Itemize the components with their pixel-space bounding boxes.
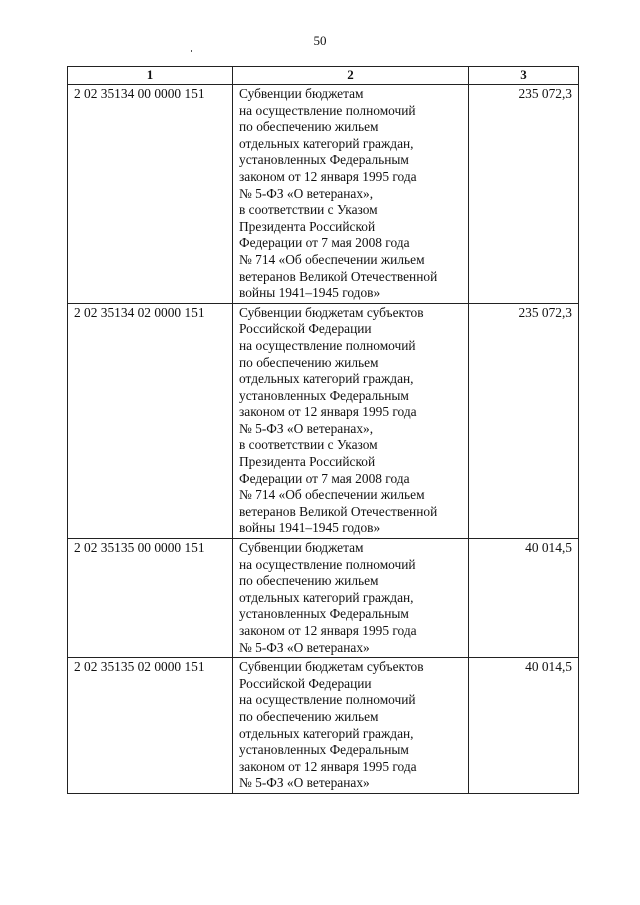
amount-cell: 40 014,5	[469, 539, 579, 658]
column-header-amount: 3	[469, 67, 579, 85]
budget-table	[67, 66, 579, 794]
description-line: № 5-ФЗ «О ветеранах»,	[239, 420, 374, 436]
budget-code-cell: 2 02 35134 00 0000 151	[68, 85, 233, 304]
description-line: установленных Федеральным	[239, 152, 409, 168]
description-line: Субвенции бюджетам	[239, 86, 364, 101]
description-cell	[233, 85, 469, 304]
description-line: законом от 12 января 1995 года	[239, 758, 417, 774]
description-cell	[233, 303, 469, 538]
description-line: отдельных категорий граждан,	[239, 135, 414, 151]
description-line: на осуществление полномочий	[239, 337, 416, 353]
column-header-code: 1	[68, 67, 233, 85]
description-line: ветеранов Великой Отечественной	[239, 503, 438, 519]
description-cell	[233, 539, 469, 658]
budget-code-cell: 2 02 35135 00 0000 151	[68, 539, 233, 658]
description-line: законом от 12 января 1995 года	[239, 168, 417, 184]
description-cell	[233, 658, 469, 794]
description-line: по обеспечению жильем	[239, 708, 379, 724]
description-line: по обеспечению жильем	[239, 573, 379, 589]
description-line: на осуществление полномочий	[239, 692, 416, 708]
description-line: Субвенции бюджетам	[239, 540, 364, 556]
description-line: по обеспечению жильем	[239, 354, 379, 370]
description-line: установленных Федеральным	[239, 742, 409, 758]
description-line: отдельных категорий граждан,	[239, 725, 414, 741]
description-line: на осуществление полномочий	[239, 556, 416, 572]
table-row	[68, 85, 579, 304]
description-line: войны 1941–1945 годов»	[239, 285, 381, 301]
table-row	[68, 658, 579, 794]
description-line: № 5-ФЗ «О ветеранах»	[239, 775, 370, 791]
table-body	[68, 85, 579, 794]
description-line: установленных Федеральным	[239, 387, 409, 403]
description-line: № 5-ФЗ «О ветеранах»,	[239, 185, 374, 201]
description-line: Субвенции бюджетам субъектов	[239, 659, 424, 675]
description-line: Российской Федерации	[239, 321, 372, 337]
description-line: Президента Российской	[239, 218, 376, 234]
description-line: Президента Российской	[239, 454, 376, 470]
description-line: Федерации от 7 мая 2008 года	[239, 235, 410, 251]
description-line: Российской Федерации	[239, 675, 372, 691]
description-line: по обеспечению жильем	[239, 119, 379, 135]
description-line: № 714 «Об обеспечении жильем	[239, 251, 425, 267]
description-line: ветеранов Великой Отечественной	[239, 268, 438, 284]
description-line: на осуществление полномочий	[239, 102, 416, 118]
page-number: 50	[313, 33, 327, 48]
amount-cell: 235 072,3	[469, 303, 579, 538]
description-line: законом от 12 января 1995 года	[239, 623, 417, 638]
amount-cell: 235 072,3	[469, 85, 579, 304]
description-line: войны 1941–1945 годов»	[239, 520, 381, 536]
budget-code-cell: 2 02 35135 02 0000 151	[68, 658, 233, 794]
description-line: законом от 12 января 1995 года	[239, 404, 417, 420]
description-line: установленных Федеральным	[239, 606, 409, 622]
budget-code-cell: 2 02 35134 02 0000 151	[68, 303, 233, 538]
description-line: № 714 «Об обеспечении жильем	[239, 487, 425, 503]
column-header-description: 2	[233, 67, 469, 85]
amount-cell: 40 014,5	[469, 658, 579, 794]
description-line: Федерации от 7 мая 2008 года	[239, 470, 410, 486]
table-row	[68, 539, 579, 658]
table-row	[68, 303, 579, 538]
table-header-row	[68, 67, 579, 85]
scan-speck	[191, 50, 192, 52]
description-line: в соответствии с Указом	[239, 202, 378, 218]
description-line: Субвенции бюджетам субъектов	[239, 304, 424, 320]
description-line: отдельных категорий граждан,	[239, 371, 414, 387]
description-line: в соответствии с Указом	[239, 437, 378, 453]
description-line: отдельных категорий граждан,	[239, 589, 414, 605]
description-line: № 5-ФЗ «О ветеранах»	[239, 639, 370, 655]
